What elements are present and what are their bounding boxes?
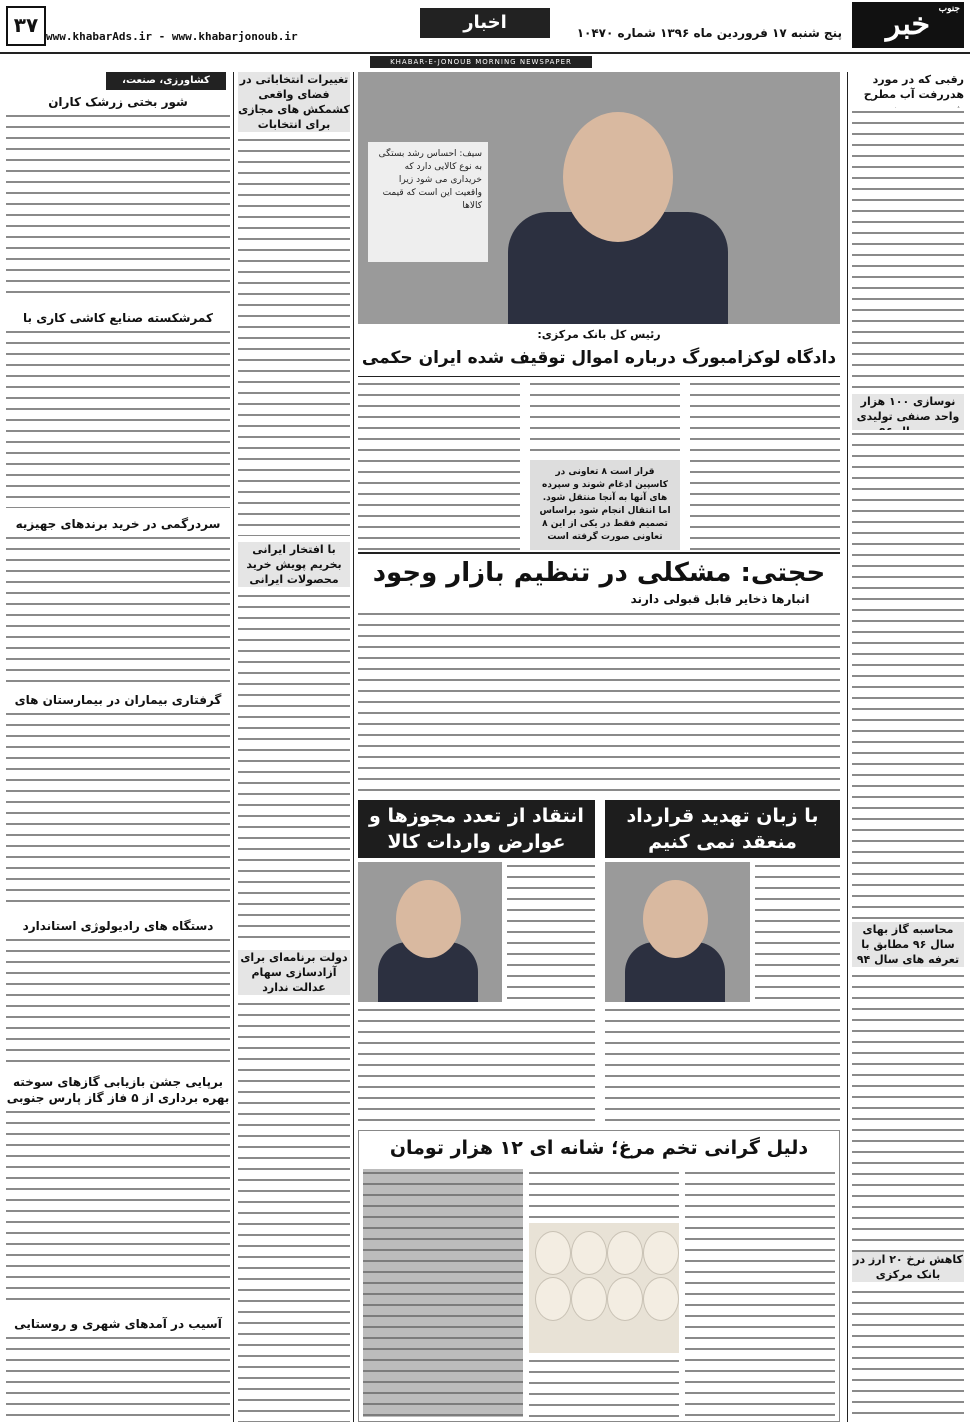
mid-headline-justice-shares: دولت برنامه‌ای برای آزادسازی سهام عدالت ندارد xyxy=(238,950,350,995)
right-kicker: رقبی که در مورد xyxy=(872,73,964,86)
right-headline-water: هدررفت آب مطرح xyxy=(863,88,964,101)
article-text xyxy=(530,380,680,456)
article-text xyxy=(358,610,840,796)
article-text xyxy=(755,862,840,1002)
mid-headline-buy-iranian: با افتخار ایرانی بخریم پویش خرید محصولات ایرانی xyxy=(238,542,350,587)
article-text xyxy=(6,328,230,508)
left-headline: شور بختی زرشک کاران xyxy=(48,95,188,109)
pull-quote: قرار است ۸ تعاونی در کاسپین ادغام شوند و سپرده های آنها به آنجا منتقل شود. اما انتقال انجام شود براساس تصمیم فقط در یکی از این ۸ تعاونی صورت گرفته است xyxy=(530,460,680,550)
article-text xyxy=(852,972,964,1252)
issue-date-line: پنج شنبه ۱۷ فروردین ماه ۱۳۹۶ شماره ۱۰۴۷۰ xyxy=(576,26,842,40)
column-divider xyxy=(847,72,848,1422)
article-text xyxy=(529,1169,679,1219)
article-text xyxy=(238,592,350,942)
article-text xyxy=(690,380,840,550)
rule xyxy=(358,376,840,377)
article-text xyxy=(238,1000,350,1422)
article-text xyxy=(363,1169,523,1417)
article-text xyxy=(529,1357,679,1417)
article-text xyxy=(358,380,520,550)
article-text xyxy=(6,1108,230,1308)
article-text xyxy=(685,1169,835,1417)
egg-headline: دلیل گرانی تخم مرغ؛ شانه ای ۱۲ هزار تومان xyxy=(389,1137,809,1159)
right-headline-gas: محاسبه گاز بهای سال ۹۶ مطابق با تعرفه های سال ۹۴ xyxy=(852,922,964,967)
main-headline: دادگاه لوکزامبورگ درباره اموال توقیف شده ایران حکمی xyxy=(361,348,837,368)
mid-news-column xyxy=(238,72,350,1422)
photo-caption: سیف: احساس رشد بستگی به نوع کالایی دارد که خریداری می شود زیرا واقعیت این است که قیمت کالاها xyxy=(368,142,488,262)
left-section-label: کشاورزی، صنعت، xyxy=(106,72,226,90)
zanganeh-headline: با زبان تهدید قرارداد منعقد نمی کنیم xyxy=(605,800,840,858)
left-headline: گرفتاری بیماران در بیمارستان های xyxy=(14,693,222,707)
page-number: ۳۷ xyxy=(6,6,46,46)
article-text xyxy=(6,936,230,1066)
customs-chief-photo xyxy=(358,862,502,1002)
section-title: اخبار xyxy=(420,8,550,38)
article-text xyxy=(358,1006,595,1128)
article-text xyxy=(507,862,595,1002)
article-text xyxy=(852,1288,964,1422)
mid-headline-elections: تغییرات انتخاباتی در فضای واقعی کشمکش های مجازی برای انتخابات xyxy=(238,73,350,131)
egg-story-box xyxy=(358,1130,840,1422)
second-headline: حجتی: مشکلی در تنظیم بازار وجود xyxy=(372,558,826,588)
article-text xyxy=(238,136,350,536)
left-headline: برپایی جشن بازیابی گازهای سوخته بهره برداری از ۵ فاز گاز پارس جنوبی xyxy=(6,1075,230,1105)
oil-minister-photo xyxy=(605,862,750,1002)
left-headline: کمرشکسته صنایع کاشی کاری با xyxy=(23,311,213,325)
article-text xyxy=(6,710,230,910)
article-text xyxy=(6,112,230,302)
article-text xyxy=(6,534,230,684)
left-headline: دستگاه های رادیولوژی استاندارد xyxy=(22,919,214,933)
article-text xyxy=(6,1334,230,1422)
second-subhead: انبارها ذخایر قابل قبولی دارند xyxy=(630,592,810,606)
article-text xyxy=(852,108,964,388)
rule xyxy=(358,552,840,554)
main-kicker: رئیس کل بانک مرکزی: xyxy=(537,328,661,341)
masthead xyxy=(0,0,970,52)
customs-headline: انتقاد از تعدد مجوزها و عوارض واردات کالا xyxy=(358,800,595,858)
tagline: KHABAR-E-JONOUB MORNING NEWSPAPER xyxy=(370,56,592,68)
article-text xyxy=(852,430,964,970)
article-text xyxy=(605,1006,840,1128)
column-divider xyxy=(353,72,354,1422)
central-bank-governor-photo xyxy=(358,72,840,324)
right-news-column xyxy=(852,72,964,1422)
left-headline: آسیب در آمدهای شهری و روستایی xyxy=(14,1317,222,1331)
column-divider xyxy=(233,72,234,1422)
right-headline-renovation: نوسازی ۱۰۰ هزار واحد صنفی تولیدی xyxy=(852,394,964,439)
eggs-photo xyxy=(529,1223,679,1353)
masthead-rule xyxy=(0,52,970,54)
left-headline: سردرگمی در خرید برندهای جهیزیه xyxy=(15,517,221,531)
website-urls: www.khabarAds.ir - www.khabarjonoub.ir xyxy=(46,30,298,43)
left-news-column xyxy=(6,72,230,1422)
right-headline-currency: کاهش نرخ ۲۰ ارز در بانک مرکزی xyxy=(853,1253,963,1281)
newspaper-logo: جنوب خبر xyxy=(852,2,964,48)
